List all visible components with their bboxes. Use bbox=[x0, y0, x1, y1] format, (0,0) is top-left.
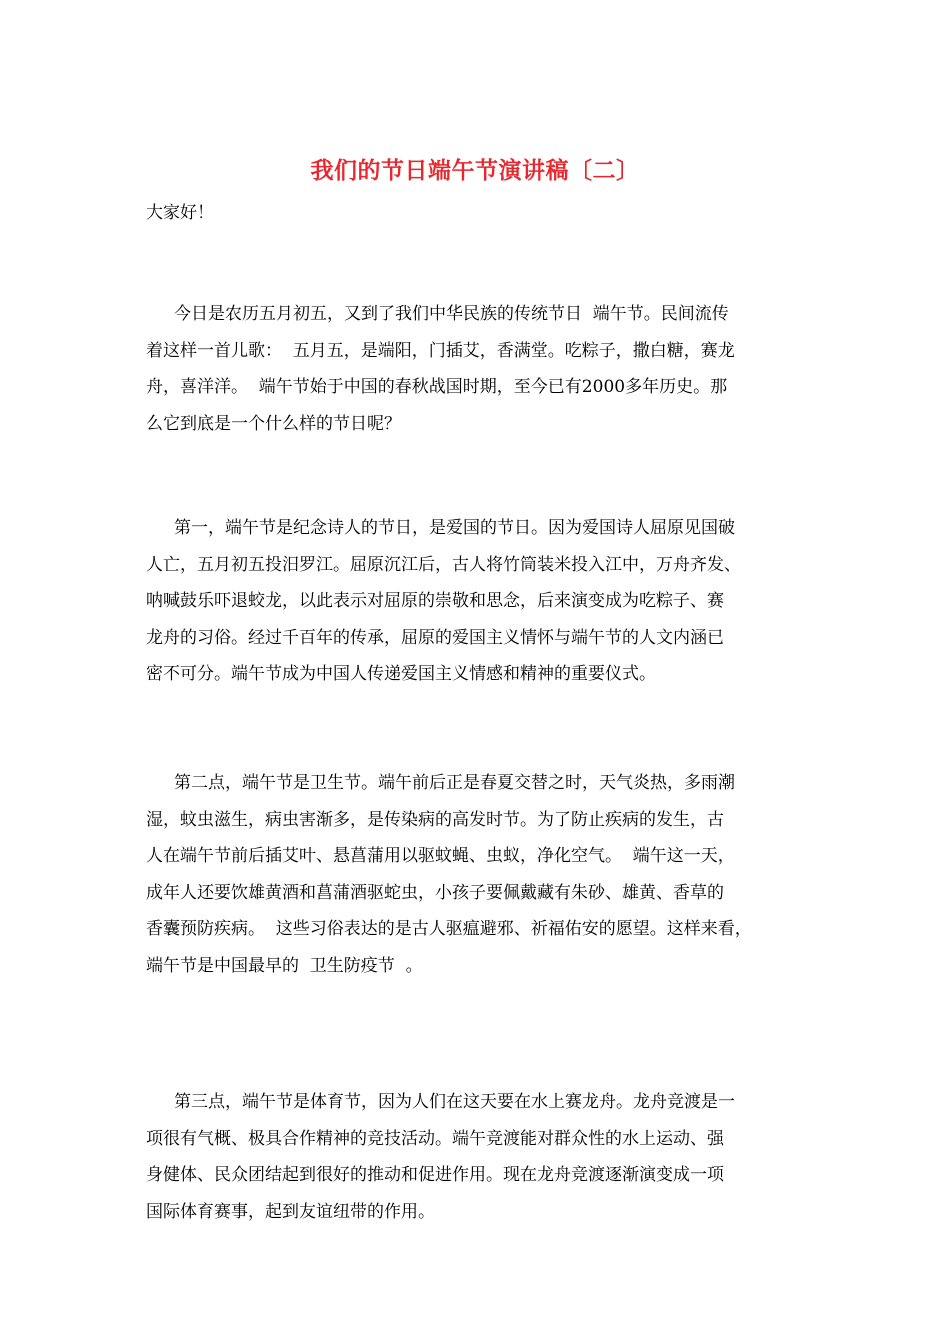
paragraph-line: 成年人还要饮雄黄酒和菖蒲酒驱蛇虫，小孩子要佩戴藏有朱砂、雄黄、香草的 bbox=[146, 882, 724, 903]
paragraph-3 bbox=[146, 765, 826, 985]
paragraph-4 bbox=[146, 1084, 826, 1230]
paragraph-line: 身健体、民众团结起到很好的推动和促进作用。现在龙舟竞渡逐渐演变成一项 bbox=[146, 1165, 724, 1186]
paragraph-line: 国际体育赛事，起到友谊纽带的作用。 bbox=[146, 1201, 435, 1222]
paragraph-line: 第二点，端午节是卫生节。端午前后正是春夏交替之时，天气炎热，多雨潮 bbox=[174, 773, 735, 793]
paragraph-line: 密不可分。端午节成为中国人传递爱国主义情感和精神的重要仪式。 bbox=[146, 664, 656, 685]
paragraph-line: 人在端午节前后插艾叶、悬菖蒲用以驱蚊蝇、虫蚁，净化空气。 端午这一天， bbox=[146, 846, 735, 867]
paragraph-line: 第一，端午节是纪念诗人的节日，是爱国的节日。因为爱国诗人屈原见国破 bbox=[174, 518, 735, 538]
document-title: 我们的节日端午节演讲稿〔二〕 bbox=[310, 157, 640, 184]
paragraph-line: 端午节是中国最早的 卫生防疫节 。 bbox=[146, 955, 423, 976]
paragraph-line: 舟，喜洋洋。 端午节始于中国的春秋战国时期，至今已有2000多年历史。那 bbox=[146, 377, 728, 398]
paragraph-line: 着这样一首儿歌： 五月五，是端阳，门插艾，香满堂。吃粽子，撒白糖，赛龙 bbox=[146, 340, 735, 361]
paragraph-line: 人亡，五月初五投汨罗江。屈原沉江后，古人将竹筒装米投入江中，万舟齐发、 bbox=[146, 554, 741, 575]
paragraph-line: 呐喊鼓乐吓退蛟龙，以此表示对屈原的崇敬和思念，后来演变成为吃粽子、赛 bbox=[146, 591, 724, 612]
paragraph-1 bbox=[146, 296, 826, 442]
greeting-text: 大家好！ bbox=[146, 203, 214, 223]
paragraph-line: 第三点，端午节是体育节，因为人们在这天要在水上赛龙舟。龙舟竞渡是一 bbox=[174, 1092, 735, 1112]
paragraph-line: 项很有气概、极具合作精神的竞技活动。端午竞渡能对群众性的水上运动、强 bbox=[146, 1128, 724, 1149]
paragraph-line: 龙舟的习俗。经过千百年的传承，屈原的爱国主义情怀与端午节的人文内涵已 bbox=[146, 627, 724, 648]
paragraph-line: 么它到底是一个什么样的节日呢？ bbox=[146, 413, 401, 434]
paragraph-line: 湿，蚊虫滋生，病虫害渐多，是传染病的高发时节。为了防止疾病的发生，古 bbox=[146, 809, 724, 830]
paragraph-line: 香囊预防疾病。 这些习俗表达的是古人驱瘟避邪、祈福佑安的愿望。这样来看， bbox=[146, 919, 752, 940]
paragraph-line: 今日是农历五月初五，又到了我们中华民族的传统节日 端午节。民间流传 bbox=[174, 304, 729, 324]
paragraph-2 bbox=[146, 510, 826, 693]
